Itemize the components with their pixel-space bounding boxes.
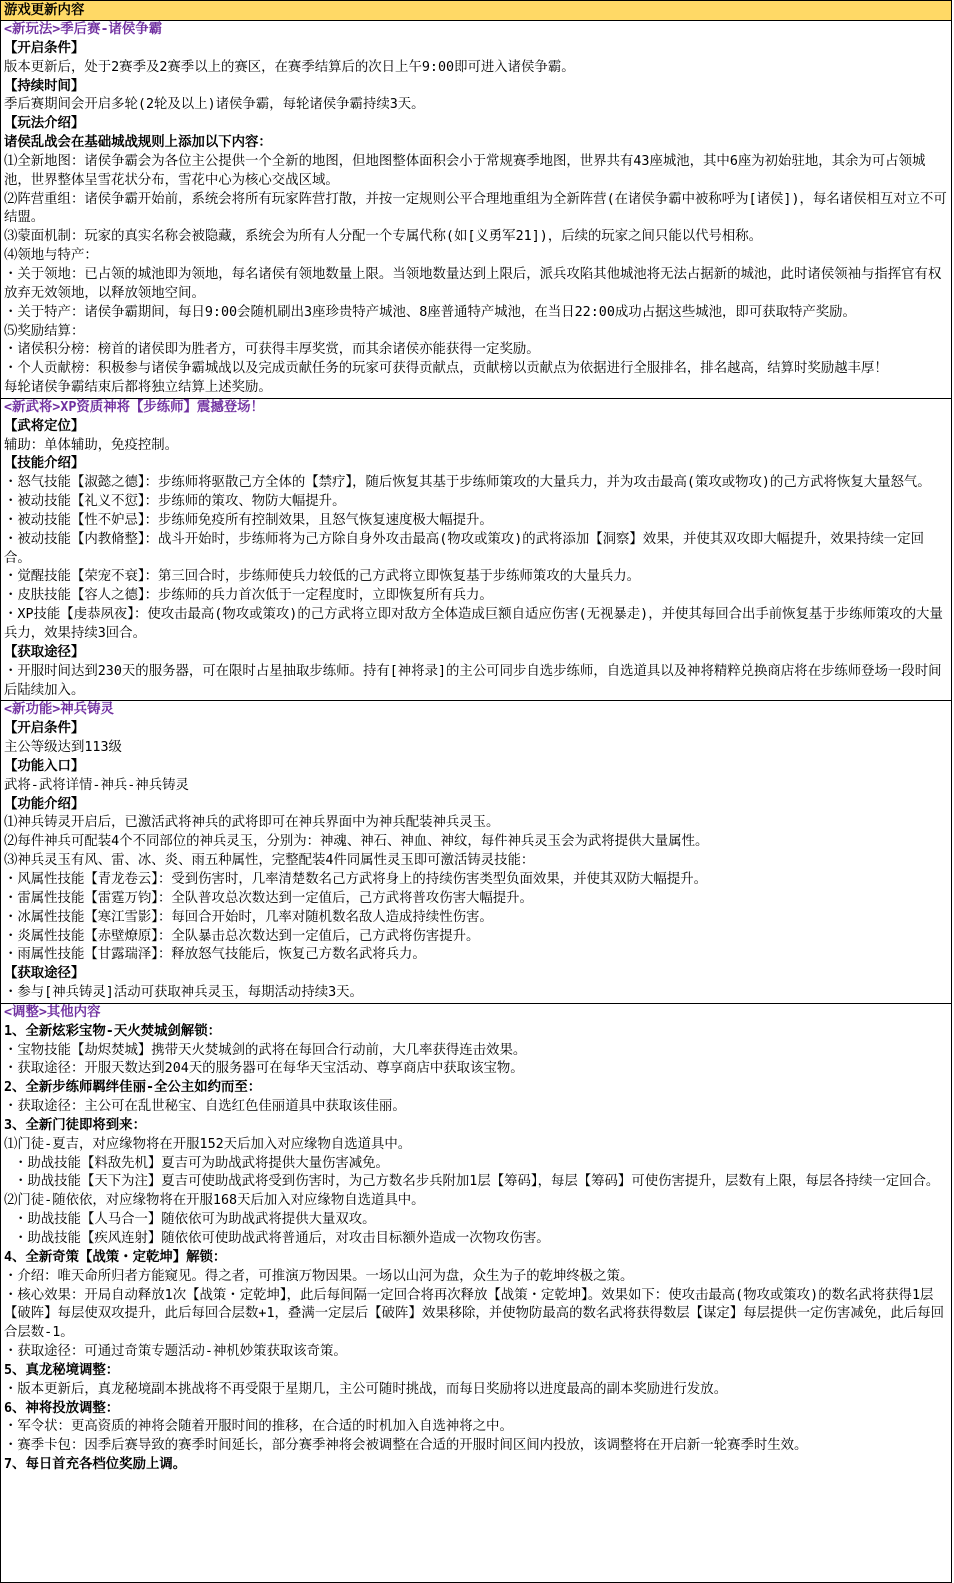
text-line: ・被动技能【礼义不愆】：步练师的策攻、物防大幅提升。 [4, 494, 346, 510]
subsection-heading: 【功能入口】 [4, 758, 85, 774]
bold-line: 4、全新奇策【战策・定乾坤】解锁： [4, 1249, 227, 1265]
text-line: ・怒气技能【淑懿之德】：步练师将驱散己方全体的【禁疗】，随后恢复其基于步练师策攻的大量兵力，并为攻击最高(策攻或物攻)的己方武将恢复大量怒气。 [4, 475, 931, 491]
text-line: ・赛季卡包：因季后赛导致的赛季时间延长，部分赛季神将会被调整在合适的开服时间区间内投放，该调整将在开启新一轮赛季时生效。 [4, 1438, 808, 1454]
bold-line: 1、全新炫彩宝物-天火焚城剑解锁： [4, 1023, 221, 1039]
bold-line: 7、每日首充各档位奖励上调。 [4, 1457, 187, 1473]
text-line: ・觉醒技能【荣宠不衰】：第三回合时，步练师使兵力较低的己方武将立即恢复基于步练师策攻的大量兵力。 [4, 569, 641, 585]
text-line: ・雷属性技能【雷霆万钧】：全队普攻总次数达到一定值后，己方武将普攻伤害大幅提升。 [4, 890, 533, 906]
sections-container [1, 21, 951, 1475]
text-line: ・被动技能【性不妒忌】：步练师免疫所有控制效果，且怒气恢复速度极大幅提升。 [4, 512, 493, 528]
document-header: 游戏更新内容 [1, 1, 951, 21]
text-line: ⑸奖励结算： [4, 323, 85, 339]
text-line: ・关于领地：已占领的城池即为领地，每名诸侯有领地数量上限。当领地数量达到上限后，派兵攻陷其他城池将无法占据新的城池，此时诸侯领袖与指挥官有权放弃无效领地，以释放领地空间。 [4, 266, 942, 301]
subsection-heading: 【技能介绍】 [4, 456, 85, 472]
text-line: ・获取途径：主公可在乱世秘宝、自选红色佳丽道具中获取该佳丽。 [4, 1099, 406, 1115]
subsection-heading: 【持续时间】 [4, 78, 85, 94]
text-line: 辅助：单体辅助，免疫控制。 [4, 437, 179, 453]
text-line: ・宝物技能【劫烬焚城】携带天火焚城剑的武将在每回合行动前，大几率获得连击效果。 [4, 1042, 527, 1058]
text-line: ・雨属性技能【甘露瑞泽】：释放怒气技能后，恢复己方数名武将兵力。 [4, 947, 426, 963]
section-title: <新玩法>季后赛-诸侯争霸 [4, 22, 163, 37]
text-line: ・版本更新后，真龙秘境副本挑战将不再受限于星期几，主公可随时挑战，而每日奖励将以进度最高的副本奖励进行发放。 [4, 1381, 728, 1397]
text-line: ・被动技能【内教脩整】：战斗开始时，步练师将为己方除自身外攻击最高(物攻或策攻)的武将添加【洞察】效果，并使其双攻即大幅提升，效果持续一定回合。 [4, 531, 924, 566]
text-line: ・参与[神兵铸灵]活动可获取神兵灵玉，每期活动持续3天。 [4, 985, 363, 1001]
text-line: ⑴全新地图：诸侯争霸会为各位主公提供一个全新的地图，但地图整体面积会小于常规赛季地图，世界共有43座城池，其中6座为初始驻地，其余为可占领城池，世界整体呈雪花状分布，雪花中心为核心交战区域。 [4, 153, 926, 188]
section-1 [1, 21, 951, 399]
text-line: ・开服时间达到230天的服务器，可在限时占星抽取步练师。持有[神将录]的主公可同步自选步练师，自选道具以及神将精粹兑换商店将在步练师登场一段时间后陆续加入。 [4, 663, 942, 698]
subsection-heading: 【开启条件】 [4, 40, 85, 56]
text-line: 季后赛期间会开启多轮(2轮及以上)诸侯争霸，每轮诸侯争霸持续3天。 [4, 97, 425, 113]
text-line: ・介绍：唯天命所归者方能窥见。得之者，可推演万物因果。一场以山河为盘，众生为子的乾坤终极之策。 [4, 1268, 634, 1284]
text-line: ・个人贡献榜：积极参与诸侯争霸城战以及完成贡献任务的玩家可获得贡献点，贡献榜以贡献点为依据进行全服排名，排名越高，结算时奖励越丰厚！ [4, 361, 888, 377]
section-title: <新武将>XP资质神将【步练师】震撼登场！ [4, 399, 264, 415]
text-line: ・核心效果：开局自动释放1次【战策・定乾坤】，此后每间隔一定回合将再次释放【战策・定乾坤】。效果如下：使攻击最高(物攻或策攻)的数名武将获得1层【破阵】每层使双攻提升，此后每回合层数+1，叠满一定层后【破阵】效果移除，并使物防最高的数名武将获得数层【谋定】每层提供一定伤害减免，此后每回合层数-1。 [4, 1287, 945, 1341]
text-line: 武将-武将详情-神兵-神兵铸灵 [4, 777, 189, 793]
bold-line: 6、神将投放调整： [4, 1400, 120, 1416]
subsection-heading: 【获取途径】 [4, 966, 85, 982]
text-line: ・冰属性技能【寒江雪影】：每回合开始时，几率对随机数名敌人造成持续性伤害。 [4, 909, 493, 925]
section-title: <新功能>神兵铸灵 [4, 702, 114, 718]
text-line: 主公等级达到113级 [4, 740, 122, 756]
bold-line: 3、全新门徒即将到来： [4, 1117, 146, 1133]
section-3 [1, 701, 951, 1004]
text-line: ⑶蒙面机制：玩家的真实名称会被隐藏，系统会为所有人分配一个专属代称(如[义勇军21])，后续的玩家之间只能以代号相称。 [4, 229, 763, 245]
text-line: ⑷领地与特产： [4, 248, 98, 264]
subsection-heading: 【武将定位】 [4, 418, 85, 434]
text-line: ・获取途径：可通过奇策专题活动-神机妙策获取该奇策。 [4, 1344, 347, 1360]
text-line: ⑴门徒-夏吉，对应缘物将在开服152天后加入对应缘物自选道具中。 [4, 1136, 412, 1152]
bold-line: 5、真龙秘境调整： [4, 1362, 120, 1378]
text-line: ・诸侯积分榜：榜首的诸侯即为胜者方，可获得丰厚奖赏，而其余诸侯亦能获得一定奖励。 [4, 342, 540, 358]
indented-line: ・助战技能【天下为注】夏吉可使助战武将受到伤害时，为己方数名步兵附加1层【筹码】，每层【筹码】可使伤害提升，层数有上限，每层各持续一定回合。 [14, 1174, 940, 1190]
indented-line: ・助战技能【疾风连射】随依依可使助战武将普通后，对攻击目标额外造成一次物攻伤害。 [14, 1231, 550, 1246]
text-line: ⑵阵营重组：诸侯争霸开始前，系统会将所有玩家阵营打散，并按一定规则公平合理地重组为全新阵营(在诸侯争霸中被称呼为[诸侯])，每名诸侯相互对立不可结盟。 [4, 191, 947, 226]
text-line: ・获取途径：开服天数达到204天的服务器可在每华天宝活动、尊享商店中获取该宝物。 [4, 1061, 524, 1077]
subsection-heading: 【功能介绍】 [4, 796, 85, 812]
text-line: ⑶神兵灵玉有风、雷、冰、炎、雨五种属性，完整配装4件同属性灵玉即可激活铸灵技能： [4, 853, 535, 869]
bold-line: 诸侯乱战会在基础城战规则上添加以下内容： [4, 135, 272, 151]
text-line: ⑵每件神兵可配装4个不同部位的神兵灵玉，分别为：神魂、神石、神血、神纹，每件神兵灵玉会为武将提供大量属性。 [4, 834, 709, 850]
bold-line: 2、全新步练师羁绊佳丽-全公主如约而至： [4, 1080, 262, 1096]
subsection-heading: 【开启条件】 [4, 721, 85, 737]
text-line: ・皮肤技能【容人之德】：步练师的兵力首次低于一定程度时，立即恢复所有兵力。 [4, 588, 493, 604]
text-line: 版本更新后，处于2赛季及2赛季以上的赛区，在赛季结算后的次日上午9:00即可进入诸侯争霸。 [4, 59, 575, 75]
text-line: ・XP技能【虔恭夙夜】：使攻击最高(物攻或策攻)的己方武将立即对敌方全体造成巨额自适应伤害(无视暴走)，并使其每回合出手前恢复基于步练师策攻的大量兵力，效果持续3回合。 [4, 607, 943, 641]
subsection-heading: 【玩法介绍】 [4, 116, 85, 132]
text-line: ⑴神兵铸灵开启后，已激活武将神兵的武将即可在神兵界面中为神兵配装神兵灵玉。 [4, 815, 500, 831]
indented-line: ・助战技能【人马合一】随依依可为助战武将提供大量双攻。 [14, 1212, 376, 1228]
section-2 [1, 399, 951, 702]
text-line: ⑵门徒-随依依，对应缘物将在开服168天后加入对应缘物自选道具中。 [4, 1193, 425, 1209]
section-title: <调整>其他内容 [4, 1004, 101, 1020]
text-line: ・关于特产：诸侯争霸期间，每日9:00会随机刷出3座珍贵特产城池、8座普通特产城池，在当日22:00成功占据这些城池，即可获取特产奖励。 [4, 304, 856, 320]
subsection-heading: 【获取途径】 [4, 644, 85, 660]
text-line: ・军令状：更高资质的神将会随着开服时间的推移，在合适的时机加入自选神将之中。 [4, 1419, 513, 1435]
indented-line: ・助战技能【料敌先机】夏吉可为助战武将提供大量伤害减免。 [14, 1155, 389, 1171]
section-4 [1, 1004, 951, 1475]
text-line: ・炎属性技能【赤壁燎原】：全队暴击总次数达到一定值后，己方武将伤害提升。 [4, 928, 480, 944]
text-line: 每轮诸侯争霸结束后都将独立结算上述奖励。 [4, 380, 272, 396]
text-line: ・风属性技能【青龙卷云】：受到伤害时，几率清楚数名己方武将身上的持续伤害类型负面效果，并使其双防大幅提升。 [4, 871, 707, 887]
